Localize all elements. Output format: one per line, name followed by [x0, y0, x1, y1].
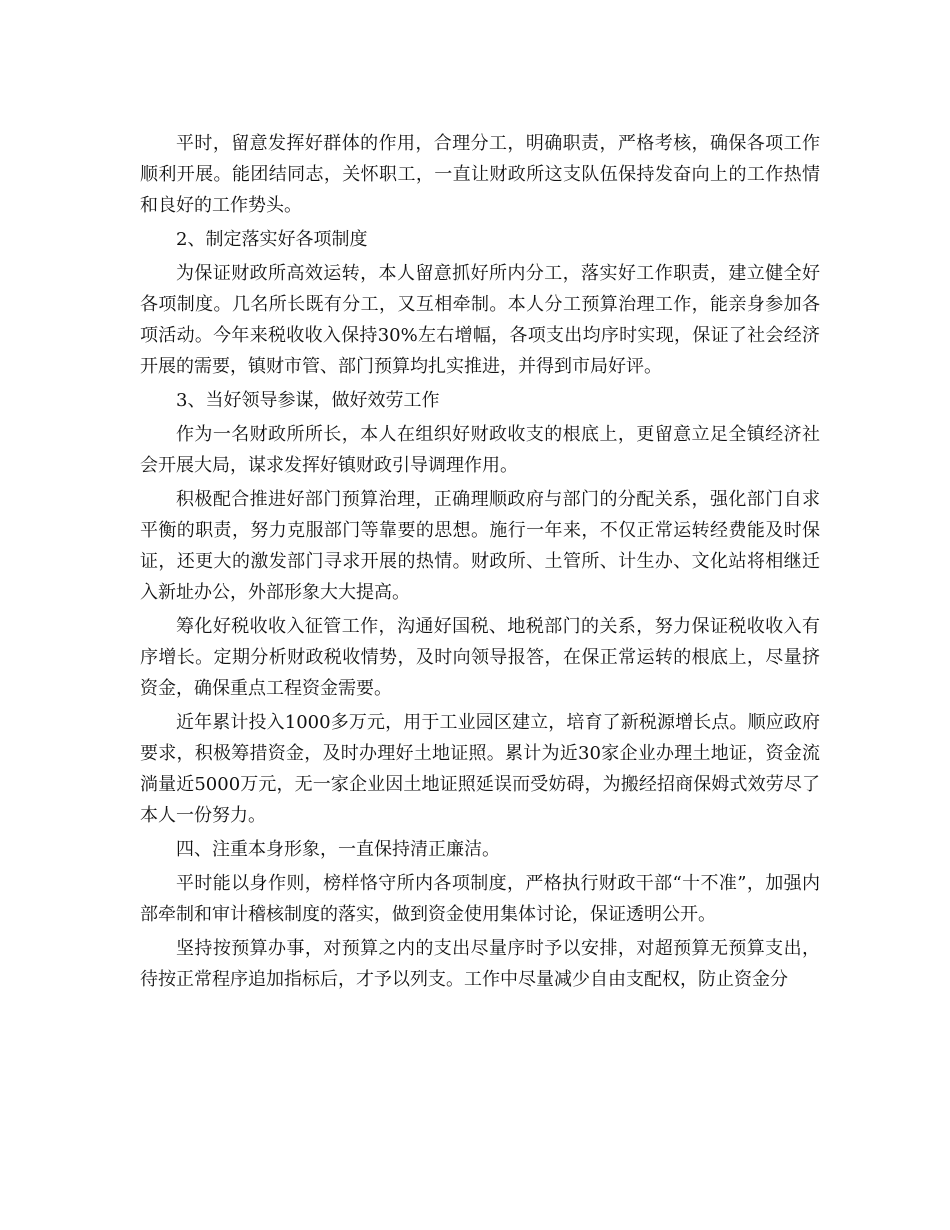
document-page [140, 128, 820, 998]
section-heading-advisor: 3、当好领导参谋，做好效劳工作 [176, 390, 440, 411]
paragraph-systems: 为保证财政所高效运转，本人留意抓好所内分工，落实好工作职责，建立健全好各项制度。几名所长既有分工，又互相牵制。本人分工预算治理工作，能亲身参加各项活动。今年来税收收入保持30%左右增幅，各项支出均序时实现，保证了社会经济开展的需要，镇财市管、部门预算均扎实推进，并得到市局好评。 [140, 263, 820, 377]
paragraph-teamwork: 平时，留意发挥好群体的作用，合理分工，明确职责，严格考核，确保各项工作顺利开展。能团结同志，关怀职工，一直让财政所这支队伍保持发奋向上的工作热情和良好的工作势头。 [140, 133, 820, 216]
paragraph-budget: 积极配合推进好部门预算治理，正确理顺政府与部门的分配关系，强化部门自求平衡的职责，努力克服部门等靠要的思想。施行一年来，不仅正常运转经费能及时保证，还更大的激发部门寻求开展的热情。财政所、土管所、计生办、文化站将相继迁入新址办公，外部形象大大提高。 [140, 489, 820, 603]
section-heading-integrity: 四、注重本身形象，一直保持清正廉洁。 [176, 839, 500, 860]
paragraph-tax: 筹化好税收收入征管工作，沟通好国税、地税部门的关系，努力保证税收收入有序增长。定期分析财政税收情势，及时向领导报答，在保正常运转的根底上，尽量挤资金，确保重点工程资金需要。 [140, 616, 820, 699]
paragraph-advisor: 作为一名财政所所长，本人在组织好财政收支的根底上，更留意立足全镇经济社会开展大局，谋求发挥好镇财政引导调理作用。 [140, 424, 820, 476]
paragraph-investment: 近年累计投入1000多万元，用于工业园区建立，培育了新税源增长点。顺应政府要求，积极筹措资金，及时办理好土地证照。累计为近30家企业办理土地证，资金流淌量近5000万元，无一家企业因土地证照延误而受妨碍，为搬经招商保姆式效劳尽了本人一份努力。 [140, 712, 820, 826]
section-heading-systems: 2、制定落实好各项制度 [176, 229, 368, 250]
paragraph-budget-discipline: 坚持按预算办事，对预算之内的支出尽量序时予以安排，对超预算无预算支出，待按正常程序追加指标后，才予以列支。工作中尽量减少自由支配权，防止资金分 [140, 938, 820, 990]
paragraph-integrity: 平时能以身作则，榜样恪守所内各项制度，严格执行财政干部“十不准”，加强内部牵制和审计稽核制度的落实，做到资金使用集体讨论，保证透明公开。 [140, 873, 820, 925]
